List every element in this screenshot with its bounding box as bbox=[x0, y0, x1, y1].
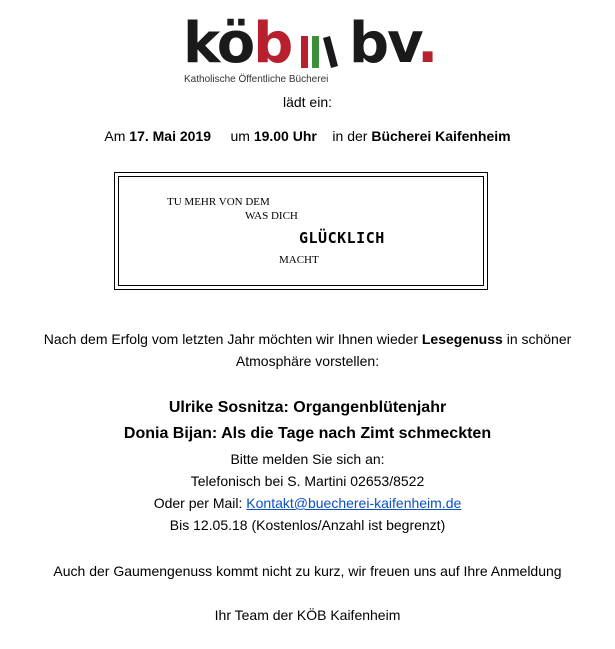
registration-deadline: Bis 12.05.18 (Kostenlos/Anzahl ist begrenzt) bbox=[169, 517, 446, 533]
intro-highlight: Lesegenuss bbox=[421, 331, 503, 347]
registration-mail-prefix: Oder per Mail: bbox=[153, 495, 243, 511]
event-in-der: in der bbox=[332, 128, 368, 144]
event-am: Am bbox=[104, 128, 126, 144]
event-date: 17. Mai 2019 bbox=[129, 128, 212, 144]
registration-line-1: Bitte melden Sie sich an: bbox=[230, 451, 385, 467]
book-title-2: Donia Bijan: Als die Tage nach Zimt schmeckten bbox=[123, 425, 492, 442]
quote-frame-inner bbox=[118, 176, 484, 286]
event-line bbox=[0, 127, 615, 145]
invite-text: lädt ein: bbox=[282, 94, 333, 110]
intro-line-1 bbox=[0, 330, 615, 348]
quote-line-3: GLÜCKLICH bbox=[299, 229, 385, 247]
event-time: 19.00 Uhr bbox=[253, 128, 317, 144]
intro-part-1: Nach dem Erfolg vom letzten Jahr möchten wir Ihnen wieder bbox=[43, 331, 418, 347]
registration-phone: Telefonisch bei S. Martini 02653/8522 bbox=[190, 473, 425, 489]
book-title-1: Ulrike Sosnitza: Organgenblütenjahr bbox=[168, 399, 447, 416]
koeb-bv-logo bbox=[183, 11, 437, 88]
footer-line-1: Auch der Gaumengenuss kommt nicht zu kurz, wir freuen uns auf Ihre Anmeldung bbox=[53, 563, 562, 579]
quote-line-2: WAS DICH bbox=[245, 210, 298, 222]
logo-subtitle: Katholische Öffentliche Bücherei bbox=[184, 74, 329, 85]
registration-mail-line bbox=[0, 494, 615, 512]
quote-line-4: MACHT bbox=[279, 254, 319, 266]
intro-part-2: in schöner bbox=[506, 331, 572, 347]
logo-koeb-wordmark: köb bbox=[183, 11, 292, 76]
logo-bv-wordmark: bv. bbox=[349, 11, 437, 76]
event-um: um bbox=[230, 128, 250, 144]
intro-line-2: Atmosphäre vorstellen: bbox=[235, 353, 380, 369]
quote-line-1: TU MEHR VON DEM bbox=[167, 196, 270, 208]
logo-bookshelf-icon bbox=[299, 32, 339, 70]
event-place: Bücherei Kaifenheim bbox=[371, 128, 511, 144]
footer-signature: Ihr Team der KÖB Kaifenheim bbox=[214, 607, 401, 623]
email-link[interactable]: Kontakt@buecherei-kaifenheim.de bbox=[246, 495, 462, 511]
quote-frame bbox=[114, 172, 488, 290]
